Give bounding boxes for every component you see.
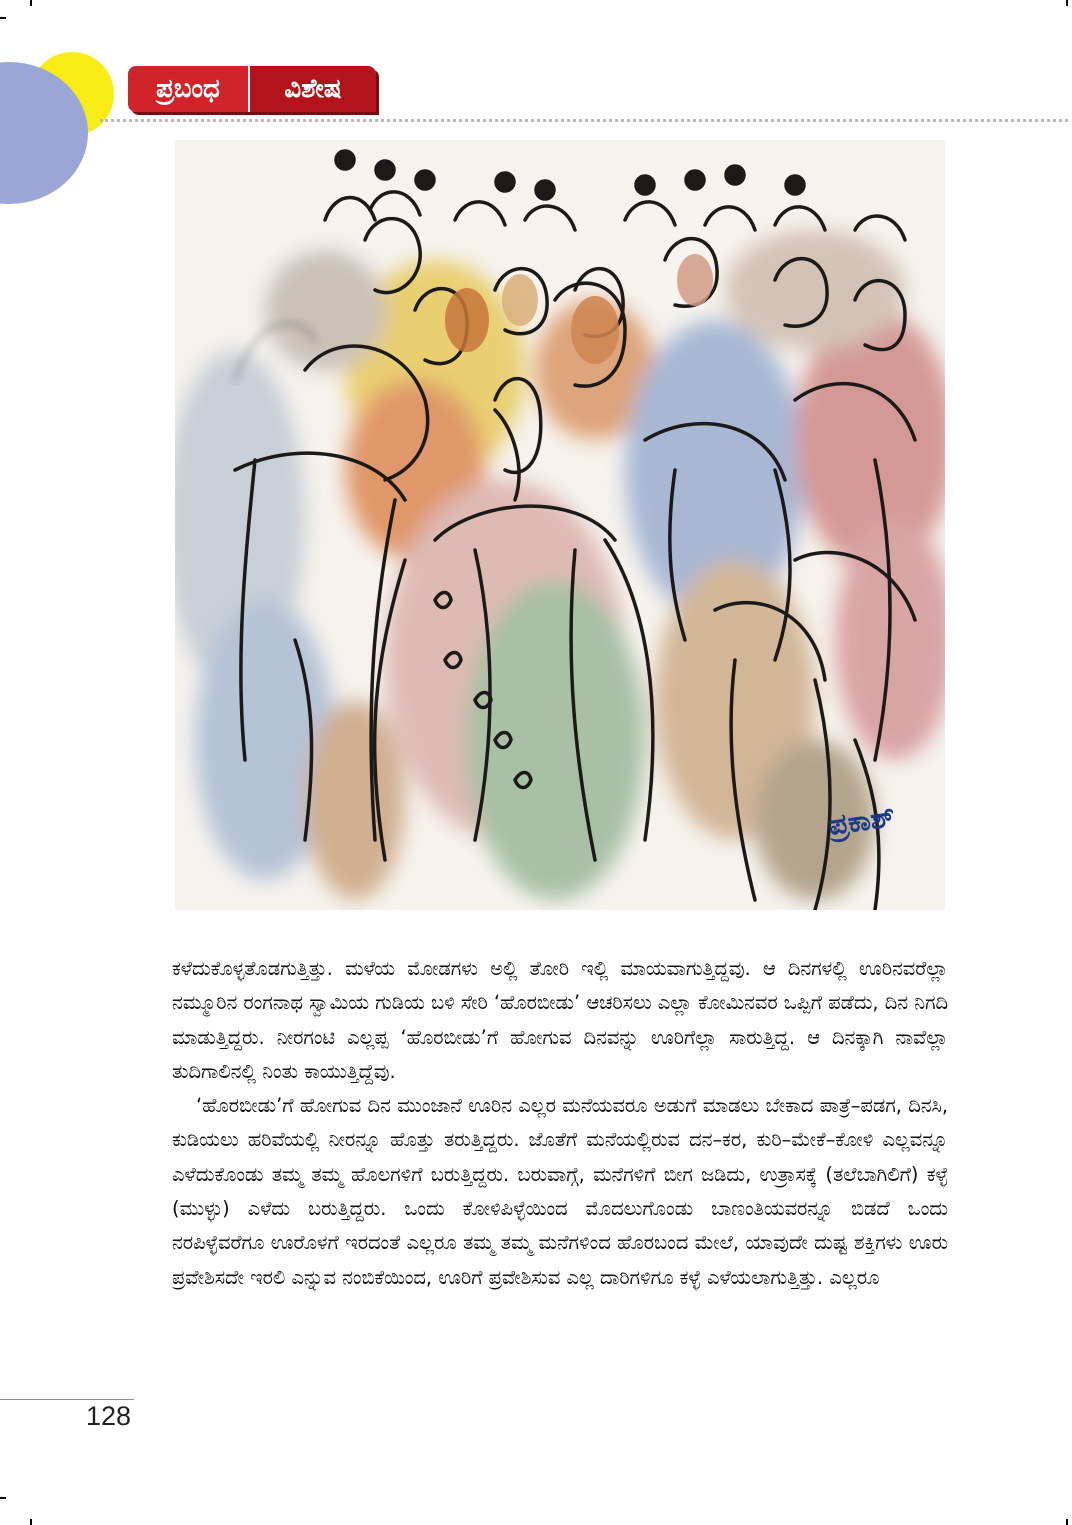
- crop-mark-top-right: [1066, 0, 1068, 6]
- paragraph: ‘ಹೊರಬೀಡು’ಗೆ ಹೋಗುವ ದಿನ ಮುಂಜಾನೆ ಊರಿನ ಎಲ್ಲರ ಮನೆಯವರೂ ಅಡುಗೆ ಮಾಡಲು ಬೇಕಾದ ಪಾತ್ರೆ–ಪಡಗ, ದಿನಸಿ, ಕುಡಿಯಲು ಹರಿವೆಯಲ್ಲಿ ನೀರನ್ನೂ ಹೊತ್ತು ತರುತ್ತಿದ್ದರು. ಜೊತೆಗೆ ಮನೆಯಲ್ಲಿರುವ ದನ–ಕರ, ಕುರಿ–ಮೇಕೆ–ಕೋಳಿ ಎಲ್ಲವನ್ನೂ ಎಳೆದುಕೊಂಡು ತಮ್ಮ ತಮ್ಮ ಹೊಲಗಳಿಗೆ ಬರುತ್ತಿದ್ದರು. ಬರುವಾಗ್ಗೆ, ಮನೆಗಳಿಗೆ ಬೀಗ ಜಡಿದು, ಉತ್ರಾಸಕ್ಕೆ (ತಲೆಬಾಗಿಲಿಗೆ) ಕಳ್ಳೆ (ಮುಳ್ಳು) ಎಳೆದು ಬರುತ್ತಿದ್ದರು. ಒಂದು ಕೋಳಿಪಿಳ್ಳೆಯಿಂದ ಮೊದಲುಗೊಂಡು ಬಾಣಂತಿಯವರನ್ನೂ ಬಿಡದೆ ಒಂದು ನರಪಿಳ್ಳೆವರೆಗೂ ಊರೊಳಗೆ ಇರದಂತೆ ಎಲ್ಲರೂ ತಮ್ಮ ತಮ್ಮ ಮನೆಗಳಿಂದ ಹೊರಬಂದ ಮೇಲೆ, ಯಾವುದೇ ದುಷ್ಟ ಶಕ್ತಿಗಳು ಊರು ಪ್ರವೇಶಿಸದೇ ಇರಲಿ ಎನ್ನುವ ನಂಬಿಕೆಯಿಂದ, ಊರಿಗೆ ಪ್ರವೇಶಿಸುವ ಎಲ್ಲ ದಾರಿಗಳಿಗೂ ಕಳ್ಳೆ ಎಳೆಯಲಾಗುತ್ತಿತ್ತು. ಎಲ್ಲರೂ: [172, 1094, 948, 1289]
- crop-mark-top-left: [0, 17, 6, 19]
- page-number-rule: [0, 1399, 134, 1400]
- crop-mark-bottom-right: [1066, 1519, 1068, 1525]
- badge-label-special: ವಿಶೇಷ: [248, 66, 376, 112]
- crop-mark-top-left-v: [30, 0, 32, 6]
- crowd-illustration: [175, 140, 945, 910]
- badge-label-category: ಪ್ರಬಂಧ: [128, 66, 248, 112]
- crop-mark-bottom-left: [0, 1497, 6, 1499]
- artist-signature: ಪ್ರಕಾಶ್: [826, 799, 897, 842]
- section-badge: [128, 66, 376, 112]
- page-number: 128: [86, 1401, 132, 1431]
- paragraph: ಕಳೆದುಕೊಳ್ಳತೊಡಗುತ್ತಿತ್ತು. ಮಳೆಯ ಮೋಡಗಳು ಅಲ್ಲಿ ತೋರಿ ಇಲ್ಲಿ ಮಾಯವಾಗುತ್ತಿದ್ದವು. ಆ ದಿನಗಳಲ್ಲಿ ಊರಿನವರೆಲ್ಲಾ ನಮ್ಮೂರಿನ ರಂಗನಾಥ ಸ್ವಾಮಿಯ ಗುಡಿಯ ಬಳಿ ಸೇರಿ ‘ಹೊರಬೀಡು’ ಆಚರಿಸಲು ಎಲ್ಲಾ ಕೋಮಿನವರ ಒಪ್ಪಿಗೆ ಪಡೆದು, ದಿನ ನಿಗದಿ ಮಾಡುತ್ತಿದ್ದರು. ನೀರಗಂಟಿ ಎಲ್ಲಪ್ಪ ‘ಹೊರಬೀಡು’ಗೆ ಹೋಗುವ ದಿನವನ್ನು ಊರಿಗೆಲ್ಲಾ ಸಾರುತ್ತಿದ್ದ. ಆ ದಿನಕ್ಕಾಗಿ ನಾವೆಲ್ಲಾ ತುದಿಗಾಲಿನಲ್ಲಿ ನಿಂತು ಕಾಯುತ್ತಿದ್ದೆವು.: [172, 957, 949, 1083]
- article-body: [172, 952, 948, 1295]
- crop-mark-bottom-left-v: [30, 1519, 32, 1525]
- dotted-header-rule: [100, 119, 1068, 122]
